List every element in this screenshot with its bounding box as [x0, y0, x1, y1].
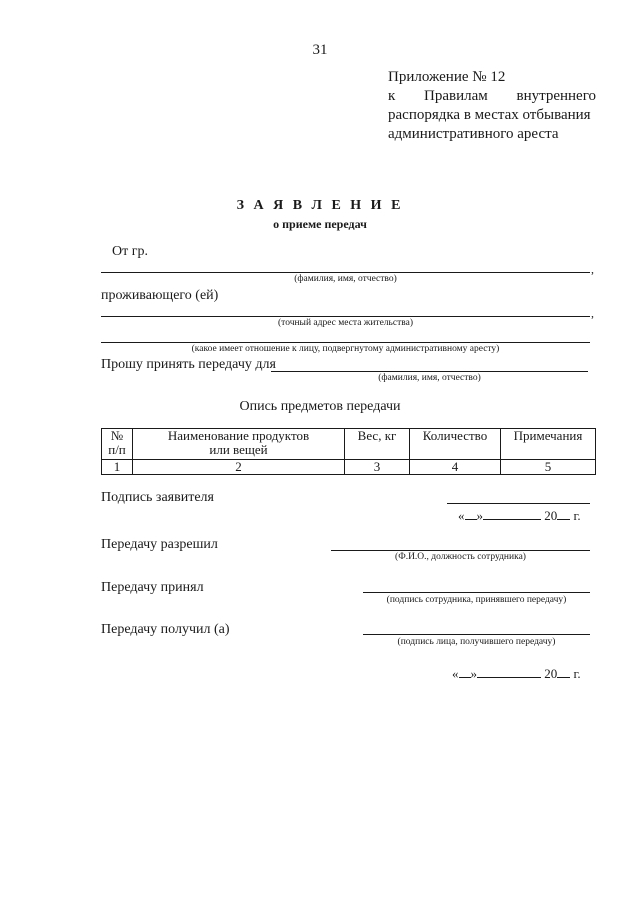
residing-label: проживающего (ей): [101, 288, 219, 303]
permitted-label: Передачу разрешил: [101, 537, 218, 552]
year-blank[interactable]: [557, 665, 570, 678]
document-subtitle: о приеме передач: [273, 217, 367, 231]
applicant-signature-label: Подпись заявителя: [101, 490, 214, 505]
day-blank[interactable]: [459, 665, 471, 678]
comma-mark: ,: [591, 262, 594, 276]
relation-line[interactable]: [101, 342, 590, 343]
date-close-quote: »: [470, 666, 477, 681]
table-cell: 2: [133, 460, 345, 475]
recipient-line[interactable]: [271, 371, 588, 372]
table-cell: 4: [410, 460, 501, 475]
date-year: 20: [544, 666, 558, 681]
header-weight: Вес, кг: [345, 429, 410, 460]
header-name-line-2: или вещей: [209, 442, 268, 457]
day-blank[interactable]: [465, 507, 477, 520]
applicant-date[interactable]: [458, 507, 581, 524]
permitted-line[interactable]: [331, 550, 590, 551]
accepted-caption: (подпись сотрудника, принявшего передачу): [386, 595, 567, 605]
month-blank[interactable]: [483, 507, 541, 520]
date-close-quote: »: [476, 508, 483, 523]
from-label: От гр.: [112, 244, 148, 259]
header-quantity: Количество: [410, 429, 501, 460]
received-label: Передачу получил (а): [101, 622, 230, 637]
appendix-line-2: [388, 87, 596, 106]
address-line[interactable]: [101, 316, 590, 317]
header-number-line-1: №: [110, 428, 124, 443]
appendix-line-1: Приложение № 12: [388, 69, 506, 85]
appendix-heading: [388, 68, 596, 144]
appendix-line-2-mid: Правилам: [424, 88, 488, 104]
fio-line[interactable]: [101, 272, 590, 273]
page-number: 31: [312, 42, 328, 58]
header-notes: Примечания: [501, 429, 596, 460]
header-number-line-2: п/п: [108, 442, 126, 457]
applicant-signature-line[interactable]: [447, 503, 590, 504]
document-title: З А Я В Л Е Н И Е: [236, 198, 404, 213]
address-caption: (точный адрес места жительства): [278, 318, 413, 328]
accepted-line[interactable]: [363, 592, 590, 593]
officer-caption: (Ф.И.О., должность сотрудника): [395, 552, 526, 562]
date-open-quote: «: [452, 666, 459, 681]
year-blank[interactable]: [557, 507, 570, 520]
date-open-quote: «: [458, 508, 465, 523]
table-cell: 3: [345, 460, 410, 475]
inventory-table: [101, 428, 596, 475]
month-blank[interactable]: [477, 665, 541, 678]
appendix-line-4: административного ареста: [388, 126, 559, 142]
appendix-line-3: распорядка в местах отбывания: [388, 107, 591, 123]
header-name-line-1: Наименование продуктов: [167, 428, 310, 443]
appendix-line-2-right: внутреннего: [516, 88, 596, 104]
inventory-title: Опись предметов передачи: [239, 399, 401, 414]
date-year: 20: [544, 508, 558, 523]
table-cell: 5: [501, 460, 596, 475]
received-date[interactable]: [452, 665, 581, 682]
table-cell: 1: [102, 460, 133, 475]
received-caption: (подпись лица, получившего передачу): [397, 637, 556, 647]
table-header-row: [102, 429, 596, 460]
date-suffix: г.: [573, 666, 581, 681]
accepted-label: Передачу принял: [101, 580, 204, 595]
table-row: [102, 460, 596, 475]
received-line[interactable]: [363, 634, 590, 635]
header-name: [133, 429, 345, 460]
relation-caption: (какое имеет отношение к лицу, подвергнутому административному аресту): [191, 344, 500, 354]
appendix-line-2-left: к: [388, 88, 396, 104]
header-number: [102, 429, 133, 460]
date-suffix: г.: [573, 508, 581, 523]
comma-mark: ,: [591, 306, 594, 320]
recipient-caption: (фамилия, имя, отчество): [378, 373, 481, 383]
request-label: Прошу принять передачу для: [101, 357, 276, 372]
fio-caption: (фамилия, имя, отчество): [294, 274, 397, 284]
